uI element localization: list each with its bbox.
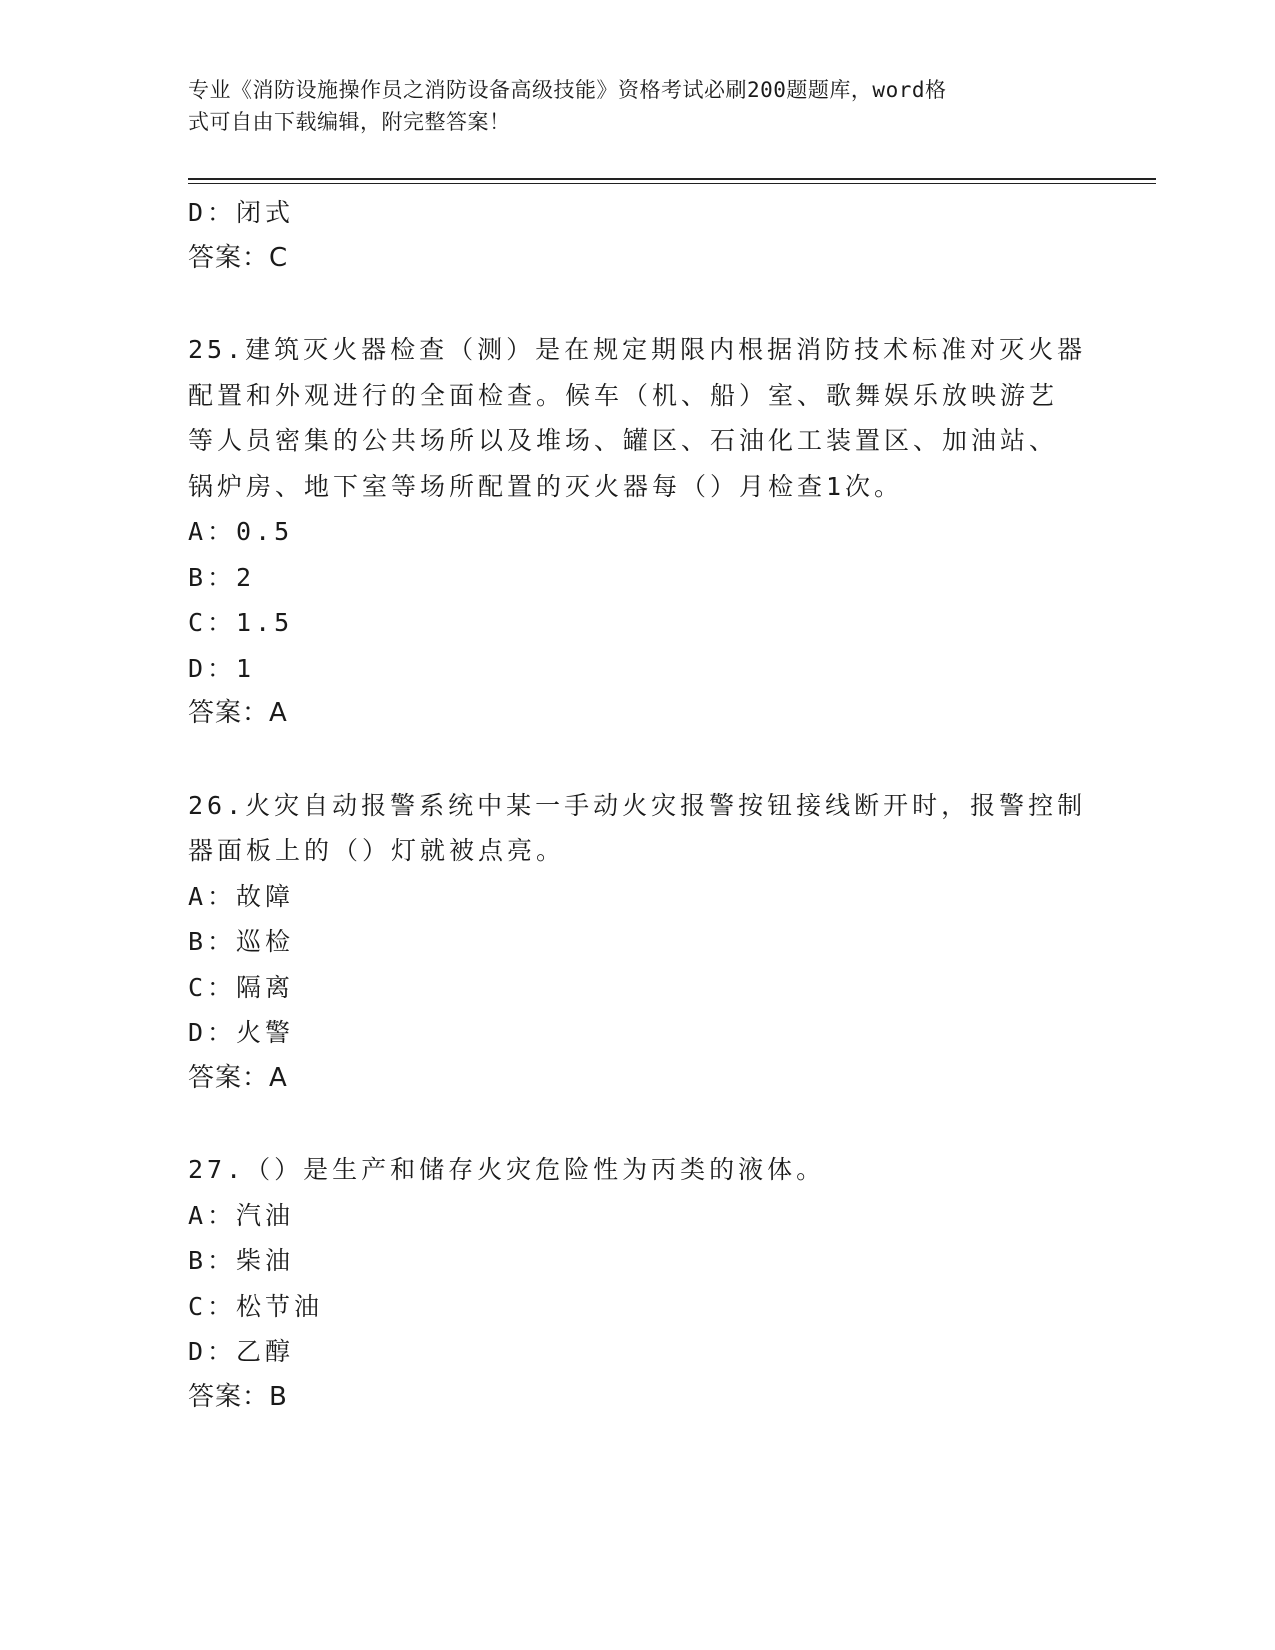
option-c: C：松节油 <box>188 1291 324 1321</box>
option-a: A：故障 <box>188 881 295 911</box>
spacer <box>188 281 1088 327</box>
spacer <box>188 737 1088 783</box>
answer: 答案：A <box>188 1062 288 1093</box>
question-stem-line: 配置和外观进行的全面检查。候车（机、船）室、歌舞娱乐放映游艺 <box>188 380 1059 410</box>
question-stem-line: 锅炉房、地下室等场所配置的灭火器每（）月检查1次。 <box>188 471 904 501</box>
option-b: B：2 <box>188 562 256 592</box>
question-26 <box>188 783 1088 1102</box>
option-d: D：1 <box>188 653 256 683</box>
answer: 答案：A <box>188 698 288 728</box>
document-header <box>188 74 1078 138</box>
answer: 答案：B <box>188 1381 288 1412</box>
prev-answer: 答案：C <box>188 242 289 273</box>
question-stem-line: 26.火灾自动报警系统中某一手动火灾报警按钮接线断开时，报警控制 <box>188 790 1087 820</box>
question-27 <box>188 1147 1088 1420</box>
option-a: A：0.5 <box>188 517 294 546</box>
option-d: D：火警 <box>188 1018 295 1047</box>
question-stem-line: 25.建筑灭火器检查（测）是在规定期限内根据消防技术标准对灭火器 <box>188 335 1087 364</box>
option-d: D：乙醇 <box>188 1337 295 1366</box>
question-25 <box>188 327 1088 737</box>
header-line-1: 专业《消防设施操作员之消防设备高级技能》资格考试必刷200题题库，word格 <box>188 78 947 102</box>
option-c: C：1.5 <box>188 608 294 637</box>
option-a: A：汽油 <box>188 1200 295 1230</box>
question-list <box>188 190 1088 1420</box>
option-c: C：隔离 <box>188 972 295 1002</box>
question-stem-line: 27.（）是生产和储存火灾危险性为丙类的液体。 <box>188 1155 826 1184</box>
header-rule-thick <box>188 178 1156 180</box>
header-line-2: 式可自由下载编辑，附完整答案！ <box>188 110 511 134</box>
question-stem-line: 器面板上的（）灯就被点亮。 <box>188 836 566 865</box>
option-b: B：柴油 <box>188 1246 295 1275</box>
question-stem-line: 等人员密集的公共场所以及堆场、罐区、石油化工装置区、加油站、 <box>188 426 1059 455</box>
option-b: B：巡检 <box>188 927 295 956</box>
header-rule-thin <box>188 183 1156 184</box>
prev-option-d: D：闭式 <box>188 198 295 227</box>
spacer <box>188 1101 1088 1147</box>
